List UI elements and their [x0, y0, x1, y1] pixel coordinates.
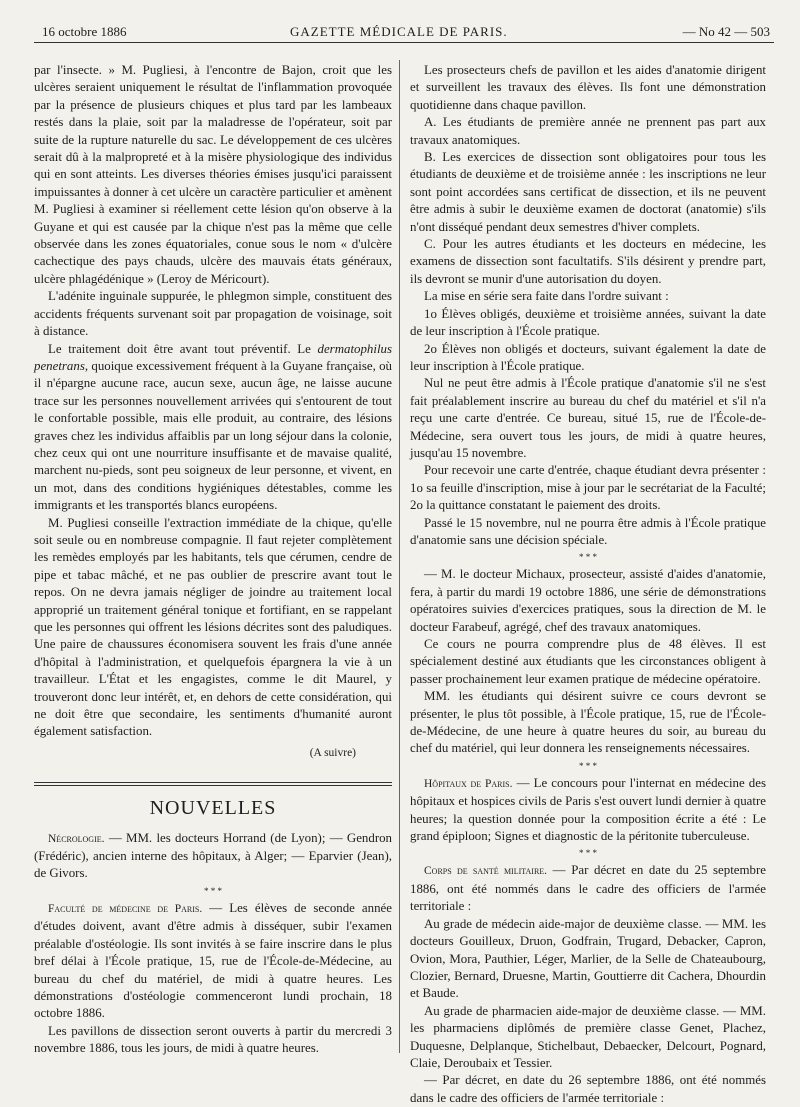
column-divider	[399, 60, 400, 1053]
separator-stars: * * *	[204, 885, 222, 896]
header-rule	[34, 42, 774, 43]
paragraph: Ce cours ne pourra comprendre plus de 48 élèves. Il est spécialement destiné aux étudiants que les circonstances obligent à passer prochainement leur examen pratique de médecine opératoire.	[410, 637, 766, 686]
header-number: — No 42 — 503	[682, 24, 770, 39]
paragraph: M. Pugliesi conseille l'extraction immédiate de la chique, qu'elle soit seule ou en nombreuse compagnie. Il faut rejeter complètement les remèdes employés par les habitants, tels que cérumen, cendre de pipe et tabac mâché, et ne pas oublier de prescrire avant tout le repos. On ne devra jamais négliger de joindre au traitement local approprié un traitement général tonique et fortifiant, en se rappelant que les personnes qui offrent les lésions décrites sont des paludiques. Une paire de chaussures économisera souvent les frais d'une année d'hôpital à l'administration, et quelquefois épargnera la vie à un travailleur. L'État et les engagistes, comme le dit Maurel, y trouveront donc leur intérêt, et, en dehors de cette considération, qui ne doit être que secondaire, les sentiments d'humanité auront également satisfaction.	[34, 515, 392, 739]
left-column	[34, 62, 392, 1058]
paragraph: Les pavillons de dissection seront ouverts à partir du mercredi 3 novembre 1886, tous les jours, de midi à quatre heures.	[34, 1023, 392, 1056]
paragraph: Au grade de médecin aide-major de deuxième classe. — MM. les docteurs Gouilleux, Druon, Godfrain, Trugard, Debacker, Capron, Ovion, Mora, Pauthier, Léger, Marlier, de la Selle de Chateaubourg, Clozier, Bernard, Druesne, Martin, Gouttierre dit Cachera, Dhourdin et Baude.	[410, 916, 766, 1001]
to-be-continued: (A suivre)	[309, 746, 356, 759]
section-title: NOUVELLES	[149, 797, 277, 820]
paragraph: Nul ne peut être admis à l'École pratique d'anatomie s'il ne s'est fait préalablement inscrire au bureau du chef du matériel et s'il n'a reçu une carte d'entrée. Ce bureau, situé 15, rue de l'École-de-Médecine, sera ouvert tous les jours, de midi à quatre heures, jusqu'au 15 novembre.	[410, 376, 766, 460]
paragraph: A. Les étudiants de première année ne prennent pas part aux travaux anatomiques.	[410, 115, 766, 147]
paragraph: 1o Élèves obligés, deuxième et troisième années, suivant la date de leur inscription à l'École pratique.	[410, 306, 766, 339]
separator-stars: * * *	[579, 552, 597, 563]
paragraph: Les prosecteurs chefs de pavillon et les aides d'anatomie dirigent et surveillent les travaux des élèves. Ils font une démonstration quotidienne dans chaque pavillon.	[410, 63, 766, 112]
paragraph: Au grade de pharmacien aide-major de deuxième classe. — MM. les pharmaciens diplômés de première classe Genet, Plachez, Duquesne, Delplanque, Stichelbaut, Debaecker, Delcourt, Pognard, Claie, Deroubaix et Tessier.	[410, 1003, 766, 1070]
paragraph: Faculté de médecine de Paris. — Les élèves de seconde année d'études doivent, avant d'être admis à disséquer, subir l'examen préalable d'ostéologie. Ils sont invités à se faire inscrire dans le plus bref délai à l'École pratique, 15, rue de l'École-de-Médecine, au bureau du chef du matériel, de midi à quatre heures. Les démonstrations d'ostéologie commenceront lundi prochain, 18 octobre 1886.	[34, 900, 392, 1021]
paragraph: 2o Élèves non obligés et docteurs, suivant également la date de leur inscription à l'École pratique.	[410, 341, 766, 373]
paragraph: Pour recevoir une carte d'entrée, chaque étudiant devra présenter : 1o sa feuille d'inscription, mise à jour par le secrétariat de la Faculté; 2o la quittance constatant le paiement des droits.	[410, 463, 766, 513]
section-divider	[34, 782, 392, 786]
header-journal: GAZETTE MÉDICALE DE PARIS.	[290, 24, 508, 39]
paragraph: Hôpitaux de Paris. — Le concours pour l'internat en médecine des hôpitaux et hospices civils de Paris s'est ouvert lundi dernier à quatre heures; la question donnée pour la composition écrite a été : Le grand épiploon; Signes et diagnostic de la péritonite tuberculeuse.	[410, 775, 766, 844]
paragraph: La mise en série sera faite dans l'ordre suivant :	[424, 289, 669, 304]
header-date: 16 octobre 1886	[42, 24, 127, 39]
page-header	[42, 6, 770, 39]
paragraph: MM. les étudiants qui désirent suivre ce cours devront se présenter, le plus tôt possible, à l'École pratique, 15, rue de l'École-de-Médecine, de une heure à quatre heures du soir, au bureau du chef du matériel, qui leur donnera les renseignements nécessaires.	[410, 689, 766, 756]
paragraph: Nécrologie. — MM. les docteurs Horrand (de Lyon); — Gendron (Frédéric), ancien interne des hôpitaux, à Alger; — Eparvier (Jean), de Givors.	[34, 830, 392, 881]
paragraph: Corps de santé militaire. — Par décret en date du 25 septembre 1886, ont été nommés dans le cadre des officiers de l'armée territoriale :	[410, 863, 766, 914]
paragraph: B. Les exercices de dissection sont obligatoires pour tous les étudiants de deuxième et de troisième année : les inscriptions ne leur sont point accordées sans certificat de dissection, et ils ne peuvent être admis à subir le deuxième examen de doctorat (anatomie) s'ils n'ont disséqué pendant deux semestres d'hiver complets.	[410, 150, 766, 234]
paragraph: Passé le 15 novembre, nul ne pourra être admis à l'École pratique d'anatomie sans une décision spéciale.	[410, 515, 766, 547]
separator-stars: * * *	[579, 760, 597, 771]
paragraph: par l'insecte. » M. Pugliesi, à l'encontre de Bajon, croit que les ulcères seraient uniquement le résultat de l'inflammation provoquée par la présence de plusieurs chiques et plus tard par les lambeaux restés dans la plaie, soit par la maladresse de l'opérateur, soit par suite de la rupture naturelle du sac. Le développement de ces ulcères serait dû à la malpropreté et à la misère physiologique des individus qui en sont atteints. Les diverses théories émises jusqu'ici paraissent impuissantes à donner à cet ulcère un caractère particulier et amènent M. Pugliesi à examiner si réellement cette lésion qu'on observe à la Guyane et qui est causée par la chique n'est pas la même que celle observée dans les zones équatoriales, conue sous le nom « d'ulcère cachectique des pays chauds, ulcère des mauvais états généraux, ulcère phlagédénique » (Leroy de Méricourt).	[34, 63, 392, 286]
paragraph: L'adénite inguinale suppurée, le phlegmon simple, constituent des accidents fréquents survenant soit par propagation de voisinage, soit à distance.	[34, 289, 392, 339]
paragraph: — Par décret, en date du 26 septembre 1886, ont été nommés dans le cadre des officiers de l'armée territoriale :	[410, 1073, 766, 1105]
right-column	[410, 62, 766, 1107]
paragraph: C. Pour les autres étudiants et les docteurs en médecine, les examens de dissection sont facultatifs. S'ils désirent y prendre part, ils devront se munir d'une autorisation du doyen.	[410, 237, 766, 286]
paragraph: Le traitement doit être avant tout préventif. Le dermatophilus penetrans, quoique excessivement fréquent à la Guyane française, où il n'épargne aucune race, aucun sexe, aucun âge, ne laisse aucune trace sur les personnes nouvellement arrivées qui s'entourent de tout le confortable possible, mais elle produit, au contraire, des lésions graves chez les individus affaiblis par un long séjour dans la colonie, chez ceux qui ont une nourriture insuffisante et de mavaise qualité, marchent nu-pieds, sont peu soigneux de leur personne, et vivent, en un mot, dans des conditions hygiéniques détestables, comme les immigrants et les transportés blancs européens.	[34, 341, 392, 513]
separator-stars: * * *	[579, 848, 597, 859]
paragraph: — M. le docteur Michaux, prosecteur, assisté d'aides d'anatomie, fera, à partir du mardi 19 octobre 1886, une série de démonstrations opératoires suivies d'exercices pratiques, sous la direction de M. le docteur Farabeuf, agrégé, chef des travaux anatomiques.	[410, 567, 766, 634]
